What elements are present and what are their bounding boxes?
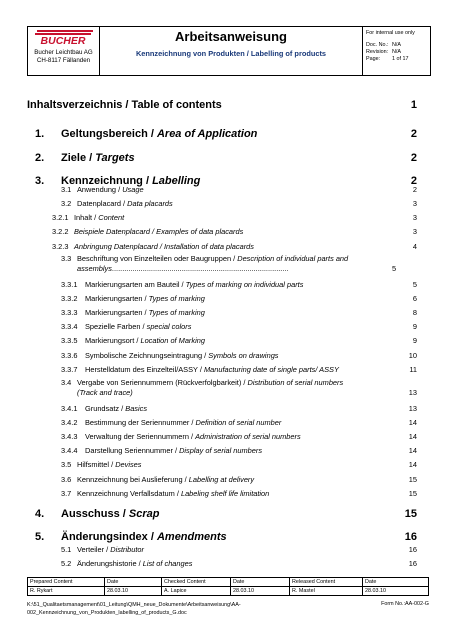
toc-entry[interactable]: [0, 404, 452, 416]
toc-entry-english-cont: (Track and trace): [77, 388, 133, 397]
approval-table: [27, 577, 429, 596]
toc-entry-german: Änderungsindex /: [61, 531, 157, 543]
toc-entry[interactable]: [0, 378, 452, 400]
toc-entry-page: 14: [408, 446, 417, 455]
toc-entry[interactable]: [0, 322, 452, 334]
toc-entry[interactable]: [0, 185, 452, 197]
toc-entry-german: Spezielle Farben /: [85, 322, 147, 331]
toc-entry-text: [77, 559, 397, 568]
toc-entry-english: Area of Application: [156, 128, 258, 140]
document-header: [27, 26, 431, 76]
toc-entry-text: [85, 351, 405, 360]
toc-entry-page: 14: [408, 460, 417, 469]
toc-entry-german: Inhalt /: [74, 213, 99, 222]
toc-entry-english: Administration of serial numbers: [195, 432, 301, 441]
toc-entry-page: 10: [408, 351, 417, 360]
toc-entry-page: 15: [404, 508, 417, 520]
toc-entry-text: [77, 545, 397, 554]
toc-entry-text: [85, 322, 405, 331]
approval-value-cell: 28.03.10: [363, 587, 429, 596]
toc-entry-text: [77, 378, 397, 398]
toc-entry-page: 13: [408, 404, 417, 413]
toc-entry-text: [61, 128, 381, 140]
toc-entry-number: 3.3.1: [61, 280, 78, 289]
toc-entry-text: [85, 365, 405, 374]
approval-header-cell: Released Content: [290, 578, 363, 587]
toc-entry-number: 3.2: [61, 199, 72, 208]
approval-value-cell: 28.03.10: [231, 587, 290, 596]
toc-entry-page: 2: [410, 175, 417, 187]
toc-entry[interactable]: [0, 489, 452, 501]
toc-entry-text: [77, 199, 397, 208]
toc-entry-english: Data placards: [127, 199, 173, 208]
toc-entry[interactable]: [0, 531, 452, 543]
toc-entry[interactable]: [0, 294, 452, 306]
toc-entry-german: Grundsatz /: [85, 404, 126, 413]
toc-entry-page: 2: [412, 185, 417, 194]
toc-entry-number: 3.6: [61, 475, 72, 484]
company-address: [34, 49, 92, 65]
toc-entry-page: 16: [408, 559, 417, 568]
toc-entry-text: [77, 489, 397, 498]
toc-entry-english: Distributor: [110, 545, 144, 554]
revision-value: N/A: [392, 49, 401, 55]
approval-value-row: [28, 587, 429, 596]
toc-entry-page: 14: [408, 418, 417, 427]
toc-entry-number: 4.: [35, 508, 45, 520]
toc-entry-english: Definition of serial number: [195, 418, 282, 427]
approval-header-row: [28, 578, 429, 587]
toc-entry[interactable]: [0, 446, 452, 458]
toc-entry-english: List of changes: [142, 559, 193, 568]
toc-entry-page: 5: [392, 264, 397, 273]
toc-entry-german: Anwendung /: [77, 185, 123, 194]
toc-entry-german: Kennzeichnung bei Auslieferung /: [77, 475, 189, 484]
toc-entry-english: Targets: [95, 152, 135, 164]
logo-text: BUCHER: [40, 35, 85, 45]
toc-entry[interactable]: [0, 508, 452, 520]
toc-entry-german: Markierungsort /: [85, 336, 141, 345]
toc-entry[interactable]: [0, 545, 452, 557]
toc-entry-page: 9: [412, 322, 417, 331]
toc-entry-text: [61, 531, 381, 543]
toc-entry[interactable]: [0, 351, 452, 363]
document-subtitle: Kennzeichnung von Produkten / Labelling of products: [135, 49, 327, 58]
approval-header-cell: Date: [105, 578, 162, 587]
toc-entry-number: 3.7: [61, 489, 72, 498]
toc-entry-page: 5: [412, 280, 417, 289]
toc-entry-english: Location of Marking: [140, 336, 205, 345]
toc-entry-text: [85, 432, 405, 441]
doc-no-value: N/A: [392, 42, 401, 48]
toc-entry-number: 3.3.3: [61, 308, 78, 317]
toc-entry-german: Ziele /: [61, 152, 96, 164]
toc-entry-text: [61, 508, 381, 520]
toc-entry-text: [74, 242, 394, 251]
toc-entry[interactable]: [0, 128, 452, 140]
toc-entry-text: [85, 308, 405, 317]
toc-entry-number: 3.3.7: [61, 365, 78, 374]
toc-entry-english: Amendments: [156, 531, 227, 543]
page-value: 1 of 17: [392, 56, 409, 62]
toc-entry-english-cont: assemblys: [77, 264, 112, 273]
toc-entry-text: [85, 280, 405, 289]
doc-no-label: Doc. No.:: [366, 42, 389, 48]
toc-entry-german: Hilfsmittel /: [77, 460, 116, 469]
toc-entry-english: Labeling shelf life limitation: [180, 489, 270, 498]
toc-entry-english: Distribution of serial numbers: [247, 378, 344, 387]
toc-entry[interactable]: [0, 475, 452, 487]
toc-entry-english: Content: [98, 213, 125, 222]
toc-entry-english: Labelling at delivery: [188, 475, 255, 484]
toc-entry-german: Datenplacard /: [77, 199, 128, 208]
toc-leader-dots: ......................................................................................: [111, 264, 289, 273]
toc-entry-number: 3.3.4: [61, 322, 78, 331]
toc-entry-number: 2.: [35, 152, 45, 164]
toc-entry-page: 3: [412, 199, 417, 208]
page-label: Page:: [366, 56, 381, 62]
toc-entry-german: Verwaltung der Seriennummern /: [85, 432, 196, 441]
toc-entry[interactable]: [0, 227, 452, 239]
toc-entry-english: Symbols on drawings: [208, 351, 279, 360]
toc-entry-german: Änderungshistorie /: [77, 559, 143, 568]
internal-use-note: For internal use only: [366, 30, 415, 36]
toc-entry-german: Symbolische Zeichnungseintragung /: [85, 351, 209, 360]
toc-entry-text: [85, 446, 405, 455]
toc-entry-page: 6: [412, 294, 417, 303]
toc-entry-text: [61, 152, 381, 164]
toc-entry-english: Types of marking: [148, 294, 205, 303]
toc-entry[interactable]: [0, 280, 452, 292]
toc-entry-english: Usage: [122, 185, 144, 194]
toc-title-page: 1: [410, 99, 417, 111]
toc-entry[interactable]: [0, 254, 452, 276]
company-location: CH-8117 Fällanden: [36, 57, 91, 64]
toc-entry-number: 3.3: [61, 254, 72, 263]
toc-entry[interactable]: [0, 432, 452, 444]
toc-entry-page: 16: [408, 545, 417, 554]
toc-entry-english: Display of serial numbers: [179, 446, 263, 455]
toc-entry-german: Vergabe von Seriennummern (Rückverfolgbarkeit) /: [77, 378, 248, 387]
toc-entry-page: 3: [412, 213, 417, 222]
toc-entry-german: Kennzeichnung Verfallsdatum /: [77, 489, 181, 498]
toc-entry-number: 3.4.2: [61, 418, 78, 427]
toc-entry-number: 3.: [35, 175, 45, 187]
toc-entry-english: Manufacturing date of single parts/ ASSY: [204, 365, 339, 374]
toc-entry-german: Beschriftung von Einzelteilen oder Baugruppen /: [77, 254, 238, 263]
toc-entry[interactable]: [0, 213, 452, 225]
toc-entry-number: 3.3.6: [61, 351, 78, 360]
approval-value-cell: 28.03.10: [105, 587, 162, 596]
toc-entry-page: 2: [410, 152, 417, 164]
company-name: Bucher Leichtbau AG: [34, 49, 93, 56]
toc-entry[interactable]: [0, 152, 452, 164]
document-title: Arbeitsanweisung: [175, 29, 287, 44]
toc-entry-english: Description of individual parts and: [237, 254, 349, 263]
toc-entry[interactable]: [0, 308, 452, 320]
toc-entry-english: Devises: [115, 460, 142, 469]
toc-entry-text: [85, 294, 405, 303]
toc-entry-german: Beispiele Datenplacard /: [74, 227, 157, 236]
toc-entry-english: Examples of data placards: [156, 227, 244, 236]
toc-entry[interactable]: [0, 199, 452, 211]
toc-entry-german: Geltungsbereich /: [61, 128, 157, 140]
toc-entry-page: 11: [409, 365, 417, 374]
toc-entry-number: 3.2.1: [52, 213, 69, 222]
toc-entry-german: Verteiler /: [77, 545, 111, 554]
toc-entry[interactable]: [0, 559, 452, 571]
toc-entry-number: 3.3.5: [61, 336, 78, 345]
toc-entry-text: [74, 227, 394, 236]
approval-value-cell: R. Mastel: [290, 587, 363, 596]
toc-entry-page: 4: [412, 242, 417, 251]
toc-entry-number: 3.4.3: [61, 432, 78, 441]
toc-entry-english: Labelling: [152, 175, 201, 187]
toc-entry-text: [77, 475, 397, 484]
meta-block: [363, 27, 430, 75]
toc-title: Inhaltsverzeichnis / Table of contents 1: [27, 99, 417, 111]
toc-entry-english: special colors: [146, 322, 192, 331]
toc-entry-number: 5.1: [61, 545, 72, 554]
toc-entry-page: 15: [408, 489, 417, 498]
toc-entry[interactable]: [0, 460, 452, 472]
toc-entry-text: [77, 185, 397, 194]
toc-entry[interactable]: [0, 418, 452, 430]
form-number: Form No.:AA-002-G: [381, 601, 429, 607]
approval-value-cell: A. Lapice: [162, 587, 231, 596]
toc-entry-number: 5.: [35, 531, 45, 543]
toc-entry-page: 8: [412, 308, 417, 317]
approval-header-cell: Date: [231, 578, 290, 587]
toc-entry-text: [85, 418, 405, 427]
toc-entry-number: 5.2: [61, 559, 72, 568]
toc-entry-number: 3.4.4: [61, 446, 78, 455]
toc-entry-number: 3.5: [61, 460, 72, 469]
toc-entry-german: Darstellung Seriennummer /: [85, 446, 180, 455]
toc-entry-number: 3.3.2: [61, 294, 78, 303]
approval-value-cell: R. Rykart: [28, 587, 105, 596]
toc-entry-english: Installation of data placards: [163, 242, 254, 251]
toc-entry-english: Types of marking: [148, 308, 205, 317]
toc-entry-german: Markierungsarten am Bauteil /: [85, 280, 186, 289]
toc-entry-text: [74, 213, 394, 222]
toc-entry-number: 3.1: [61, 185, 72, 194]
toc-entry-text: [85, 336, 405, 345]
toc-entry-page: 9: [412, 336, 417, 345]
toc-entry-number: 3.2.3: [52, 242, 69, 251]
toc-entry[interactable]: [0, 336, 452, 348]
toc-entry-page: 15: [408, 475, 417, 484]
toc-entry-english: Types of marking on individual parts: [185, 280, 304, 289]
toc-entry-english: Scrap: [128, 508, 160, 520]
toc-entry-german: Kennzeichnung /: [61, 175, 153, 187]
revision-label: Revision:: [366, 49, 389, 55]
approval-header-cell: Prepared Content: [28, 578, 105, 587]
approval-header-cell: Date: [363, 578, 429, 587]
toc-entry[interactable]: [0, 242, 452, 254]
toc-entry-page: 2: [410, 128, 417, 140]
toc-entry-page: 3: [412, 227, 417, 236]
toc-entry-number: 3.2.2: [52, 227, 69, 236]
toc-entry-german: Bestimmung der Seriennummer /: [85, 418, 196, 427]
toc-entry-english: Basics: [125, 404, 148, 413]
toc-entry-text: [77, 254, 397, 274]
toc-entry-german: Ausschuss /: [61, 508, 129, 520]
company-block: [28, 27, 100, 75]
toc-entry-page: 14: [408, 432, 417, 441]
toc-entry-text: [77, 460, 397, 469]
toc-entry-german: Herstelldatum des Einzelteil/ASSY /: [85, 365, 204, 374]
toc-entry-number: 3.4: [61, 378, 72, 387]
toc-entry[interactable]: [0, 365, 452, 377]
toc-entry-text: [85, 404, 405, 413]
approval-header-cell: Checked Content: [162, 578, 231, 587]
toc-entry-page: 13: [408, 388, 417, 397]
toc-entry-number: 1.: [35, 128, 45, 140]
title-block: [100, 27, 363, 75]
toc-entry-page: 16: [404, 531, 417, 543]
toc-entry-german: Markierungsarten /: [85, 308, 149, 317]
bucher-logo: [33, 30, 95, 45]
toc-entry-number: 3.4.1: [61, 404, 78, 413]
toc-entry-german: Markierungsarten /: [85, 294, 149, 303]
toc-entry-german: Anbringung Datenplacard /: [74, 242, 164, 251]
file-path: K:\51_Qualitaetsmanagement\01_Leitung\QMH_neue_Dokumente\Arbeitsanweisung\AA- 002_Kennzeichnung_von_Produkten_labelling_of_products_G.doc: [27, 602, 241, 616]
